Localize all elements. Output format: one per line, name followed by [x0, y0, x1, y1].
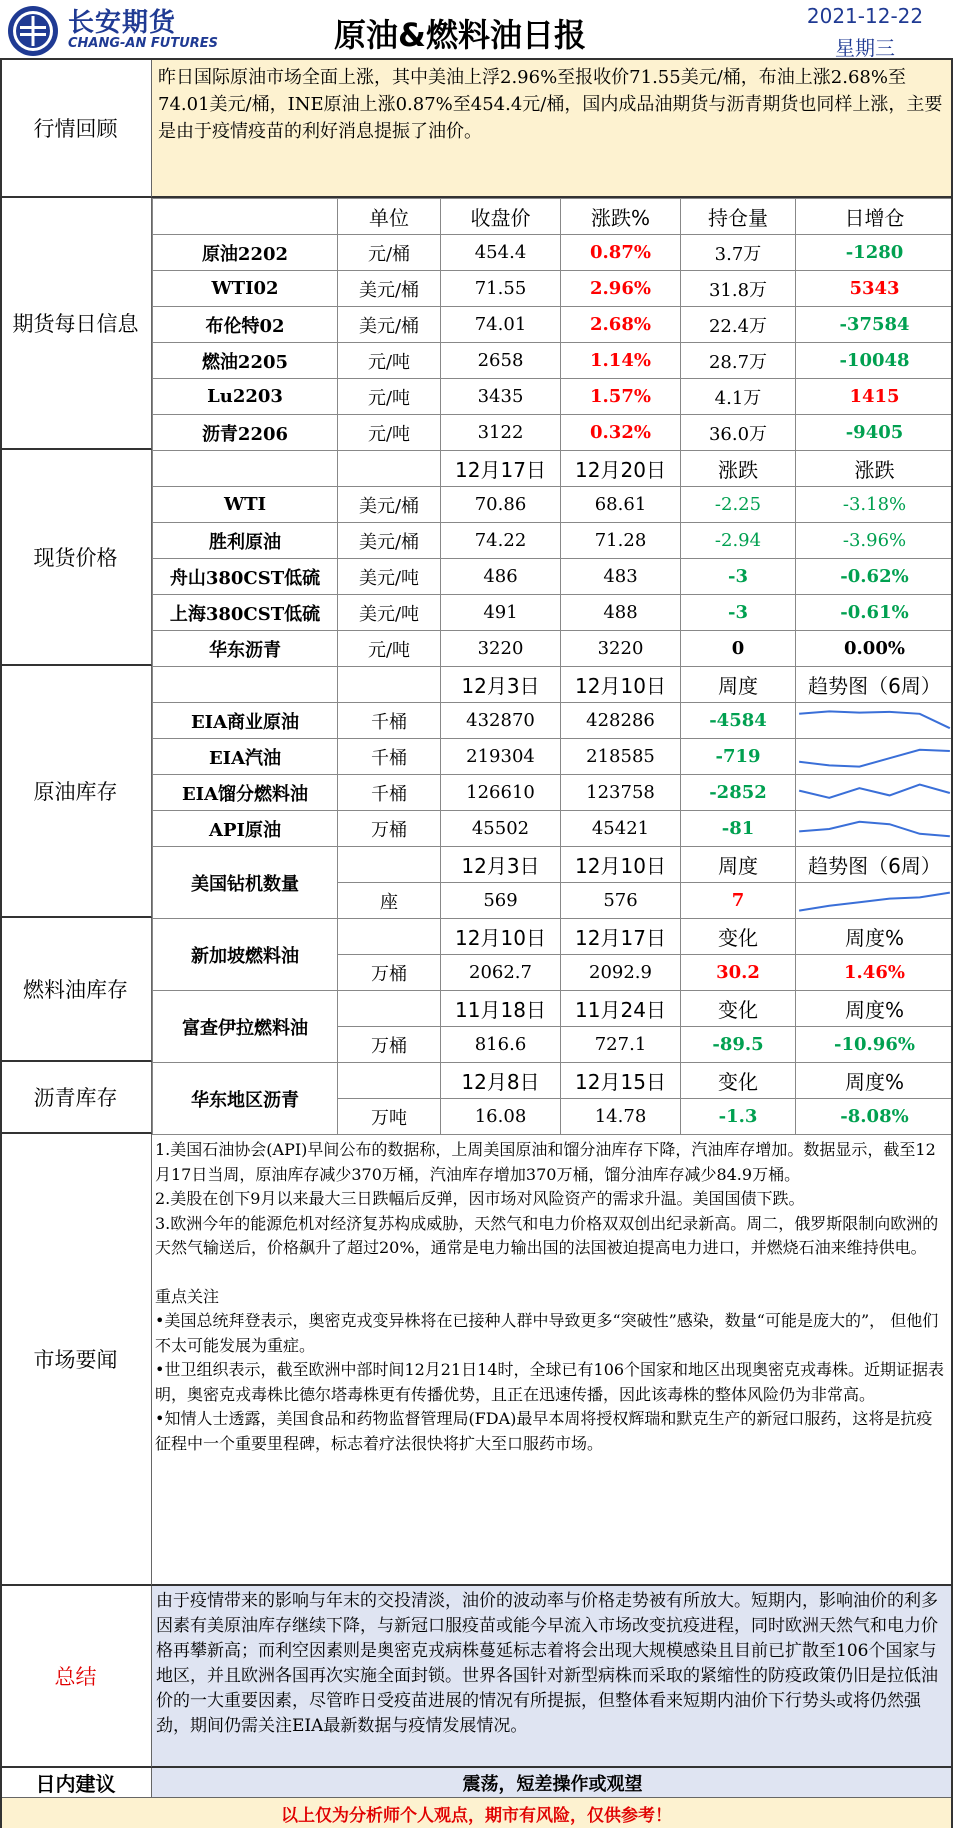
unit: 元/吨 — [338, 343, 441, 379]
change-value: -3 — [681, 595, 796, 631]
crude-header-row — [153, 667, 953, 703]
table-row — [153, 595, 953, 631]
weekly-change: 30.2 — [681, 955, 796, 991]
news-paragraph: •美国总统拜登表示，奥密克戎变异株将在已接种人群中导致更多“突破性”感染，数量“可能是庞大的”， 但他们不太可能发展为重症。 — [155, 1311, 939, 1355]
price-day2: 3220 — [561, 631, 681, 667]
open-interest: 31.8万 — [681, 271, 796, 307]
spot-name: 舟山380CST低硫 — [153, 559, 338, 595]
spot-name: 上海380CST低硫 — [153, 595, 338, 631]
spot-header-cell: 12月20日 — [561, 451, 681, 487]
trend-sparkline — [796, 886, 953, 916]
open-interest: 28.7万 — [681, 343, 796, 379]
value-week2: 45421 — [561, 811, 681, 847]
rig-count-name: 美国钻机数量 — [153, 847, 338, 919]
price-day1: 491 — [441, 595, 561, 631]
change-value: 0 — [681, 631, 796, 667]
crude-header-cell: 12月3日 — [441, 667, 561, 703]
value-week2: 576 — [561, 883, 681, 919]
daily-oi-change: 1415 — [796, 379, 953, 415]
asphalt-header-cell: 12月8日 — [441, 1063, 561, 1099]
unit: 元/吨 — [338, 631, 441, 667]
change-pct: -3.96% — [796, 523, 953, 559]
change-pct: -3.18% — [796, 487, 953, 523]
table-row — [153, 235, 953, 271]
fuel-header-cell: 12月10日 — [441, 919, 561, 955]
unit: 美元/桶 — [338, 523, 441, 559]
price-day1: 70.86 — [441, 487, 561, 523]
unit: 座 — [338, 883, 441, 919]
change-pct: -0.61% — [796, 595, 953, 631]
change-value: -2.25 — [681, 487, 796, 523]
rig-header-cell: 周度 — [681, 847, 796, 883]
change-pct: 2.96% — [561, 271, 681, 307]
table-row — [153, 307, 953, 343]
trend-sparkline-cell — [796, 739, 953, 775]
table-row — [153, 271, 953, 307]
futures-header-cell: 持仓量 — [681, 199, 796, 235]
review-label: 行情回顾 — [0, 60, 152, 198]
weekly-change: -4584 — [681, 703, 796, 739]
news-spacer — [155, 1261, 947, 1285]
inventory-name: EIA汽油 — [153, 739, 338, 775]
news-focus-heading: 重点关注 — [155, 1286, 220, 1306]
price-day2: 488 — [561, 595, 681, 631]
table-row — [153, 775, 953, 811]
weekly-change: 7 — [681, 883, 796, 919]
contract-name: 沥青2206 — [153, 415, 338, 451]
crude-header-cell: 周度 — [681, 667, 796, 703]
weekly-change-pct: 1.46% — [796, 955, 953, 991]
news-paragraph: •知情人士透露，美国食品和药物监督管理局(FDA)最早本周将授权辉瑞和默克生产的新冠口服药，这将是抗疫征程中一个重要里程碑，标志着疗法很快将扩大至口服药市场。 — [155, 1409, 933, 1453]
fuel-inventory-table — [152, 918, 953, 1063]
unit: 万桶 — [338, 955, 441, 991]
value-week2: 428286 — [561, 703, 681, 739]
change-pct: 0.00% — [796, 631, 953, 667]
value-week2: 123758 — [561, 775, 681, 811]
close-price: 454.4 — [441, 235, 561, 271]
futures-header-cell: 日增仓 — [796, 199, 953, 235]
spot-name: WTI — [153, 487, 338, 523]
fuel-header-cell: 周度% — [796, 991, 953, 1027]
table-row — [153, 631, 953, 667]
contract-name: 燃油2205 — [153, 343, 338, 379]
report-title: 原油&燃料油日报 — [334, 16, 586, 54]
daily-oi-change: 5343 — [796, 271, 953, 307]
unit: 元/吨 — [338, 379, 441, 415]
value-week1: 45502 — [441, 811, 561, 847]
change-value: -2.94 — [681, 523, 796, 559]
change-pct: 0.87% — [561, 235, 681, 271]
trend-sparkline — [796, 742, 953, 772]
inventory-name: EIA馏分燃料油 — [153, 775, 338, 811]
daily-oi-change: -37584 — [796, 307, 953, 343]
crude-inventory-label: 原油库存 — [0, 666, 152, 918]
contract-name: Lu2203 — [153, 379, 338, 415]
spot-header-cell — [338, 451, 441, 487]
unit: 元/桶 — [338, 235, 441, 271]
value-week2: 218585 — [561, 739, 681, 775]
fuel-header-cell: 11月24日 — [561, 991, 681, 1027]
news-content — [152, 1134, 953, 1586]
asphalt-inventory-label: 沥青库存 — [0, 1062, 152, 1134]
value-week1: 816.6 — [441, 1027, 561, 1063]
empty-cell — [338, 991, 441, 1027]
trend-sparkline-cell — [796, 703, 953, 739]
left-border — [0, 60, 2, 1828]
trend-line — [799, 821, 950, 835]
changan-logo-icon — [6, 4, 60, 58]
daily-oi-change: -10048 — [796, 343, 953, 379]
futures-header-cell: 收盘价 — [441, 199, 561, 235]
crude-header-cell: 12月10日 — [561, 667, 681, 703]
asphalt-header-cell: 周度% — [796, 1063, 953, 1099]
unit: 千桶 — [338, 775, 441, 811]
fuel-header-cell: 周度% — [796, 919, 953, 955]
change-pct: 1.57% — [561, 379, 681, 415]
spot-label: 现货价格 — [0, 450, 152, 666]
trend-sparkline-cell — [796, 775, 953, 811]
unit: 元/吨 — [338, 415, 441, 451]
advice-label: 日内建议 — [0, 1768, 152, 1798]
trend-sparkline-cell — [796, 883, 953, 919]
news-paragraph: 2.美股在创下9月以来最大三日跌幅后反弹，因市场对风险资产的需求升温。美国国债下跌。 — [155, 1189, 805, 1208]
change-pct: -0.62% — [796, 559, 953, 595]
fuel-header-cell: 变化 — [681, 919, 796, 955]
news-paragraph: 1.美国石油协会(API)早间公布的数据称，上周美国原油和馏分油库存下降，汽油库存增加。数据显示，截至12月17日当周，原油库存减少370万桶，汽油库存增加370万桶，馏分油库存减少84.9万桶。 — [155, 1140, 936, 1184]
weekly-change: -89.5 — [681, 1027, 796, 1063]
trend-sparkline — [796, 814, 953, 844]
rig-header-cell: 12月3日 — [441, 847, 561, 883]
unit: 千桶 — [338, 703, 441, 739]
value-week1: 126610 — [441, 775, 561, 811]
unit: 万吨 — [338, 1099, 441, 1135]
table-row — [153, 379, 953, 415]
open-interest: 36.0万 — [681, 415, 796, 451]
review-text: 昨日国际原油市场全面上涨，其中美油上浮2.96%至报收价71.55美元/桶，布油上涨2.68%至74.01美元/桶，INE原油上涨0.87%至454.4元/桶，国内成品油期货与沥青期货也同样上涨，主要是由于疫情疫苗的利好消息提振了油价。 — [152, 60, 953, 198]
weekly-change-pct: -10.96% — [796, 1027, 953, 1063]
change-pct: 2.68% — [561, 307, 681, 343]
contract-name: 原油2202 — [153, 235, 338, 271]
empty-cell — [338, 919, 441, 955]
advice-text: 震荡，短差操作或观望 — [152, 1768, 953, 1798]
empty-cell — [338, 1063, 441, 1099]
value-week2: 727.1 — [561, 1027, 681, 1063]
price-day1: 486 — [441, 559, 561, 595]
fujairah-header-row — [153, 991, 953, 1027]
change-pct: 1.14% — [561, 343, 681, 379]
unit: 千桶 — [338, 739, 441, 775]
crude-header-cell — [338, 667, 441, 703]
futures-label: 期货每日信息 — [0, 198, 152, 450]
spot-name: 华东沥青 — [153, 631, 338, 667]
disclaimer: 以上仅为分析师个人观点，期市有风险，仅供参考！ — [0, 1798, 953, 1828]
value-week1: 432870 — [441, 703, 561, 739]
value-week1: 219304 — [441, 739, 561, 775]
futures-header-cell: 涨跌% — [561, 199, 681, 235]
table-row — [153, 343, 953, 379]
report-date: 2021-12-22 — [806, 4, 924, 28]
trend-sparkline — [796, 706, 953, 736]
spot-table — [152, 450, 953, 667]
table-row — [153, 703, 953, 739]
contract-name: WTI02 — [153, 271, 338, 307]
close-price: 3122 — [441, 415, 561, 451]
value-week2: 14.78 — [561, 1099, 681, 1135]
inventory-name: API原油 — [153, 811, 338, 847]
trend-sparkline — [796, 778, 953, 808]
weekly-change-pct: -8.08% — [796, 1099, 953, 1135]
rig-header-cell: 趋势图（6周） — [796, 847, 953, 883]
price-day1: 3220 — [441, 631, 561, 667]
rig-header-cell: 12月10日 — [561, 847, 681, 883]
unit: 美元/桶 — [338, 271, 441, 307]
table-row — [153, 739, 953, 775]
news-label: 市场要闻 — [0, 1134, 152, 1586]
futures-header-cell — [153, 199, 338, 235]
futures-table — [152, 198, 953, 451]
fuel-header-cell: 12月17日 — [561, 919, 681, 955]
change-pct: 0.32% — [561, 415, 681, 451]
summary-label: 总结 — [0, 1586, 152, 1768]
trend-line — [799, 892, 950, 910]
summary-text: 由于疫情带来的影响与年末的交投清淡，油价的波动率与价格走势被有所放大。短期内，影响油价的利多因素有美原油库存继续下降，与新冠口服疫苗或能今早流入市场改变抗疫进程，同时欧洲天然气和电力价格再攀新高；而利空因素则是奥密克戎病株蔓延标志着将会出现大规模感染且目前已扩散至106个国家与地区，并且欧洲各国再次实施全面封锁。世界各国针对新型病株而采取的紧缩性的防疫政策仍旧是拉低油价的一大重要因素，尽管昨日受疫苗进展的情况有所提振，但整体看来短期内油价下行势头或将仍然强劲，期间仍需关注EIA最新数据与疫情发展情况。 — [152, 1586, 953, 1768]
singapore-header-row — [153, 919, 953, 955]
asphalt-header-cell: 变化 — [681, 1063, 796, 1099]
crude-header-cell — [153, 667, 338, 703]
trend-sparkline-cell — [796, 811, 953, 847]
close-price: 2658 — [441, 343, 561, 379]
spot-header-cell — [153, 451, 338, 487]
daily-oi-change: -9405 — [796, 415, 953, 451]
value-week1: 16.08 — [441, 1099, 561, 1135]
table-row — [153, 523, 953, 559]
crude-inventory-table — [152, 666, 953, 919]
report-weekday: 星期三 — [835, 36, 895, 60]
unit: 美元/桶 — [338, 307, 441, 343]
asphalt-name: 华东地区沥青 — [153, 1063, 338, 1135]
crude-header-cell: 趋势图（6周） — [796, 667, 953, 703]
fuel-inventory-label: 燃料油库存 — [0, 918, 152, 1062]
open-interest: 3.7万 — [681, 235, 796, 271]
open-interest: 22.4万 — [681, 307, 796, 343]
weekly-change: -81 — [681, 811, 796, 847]
unit: 美元/吨 — [338, 595, 441, 631]
table-row — [153, 559, 953, 595]
value-week1: 569 — [441, 883, 561, 919]
change-value: -3 — [681, 559, 796, 595]
inventory-name: EIA商业原油 — [153, 703, 338, 739]
close-price: 74.01 — [441, 307, 561, 343]
spot-name: 胜利原油 — [153, 523, 338, 559]
spot-header-row — [153, 451, 953, 487]
unit: 万桶 — [338, 811, 441, 847]
asphalt-inventory-table — [152, 1062, 953, 1135]
weekly-change: -1.3 — [681, 1099, 796, 1135]
trend-line — [799, 711, 950, 728]
news-paragraph: •世卫组织表示，截至欧洲中部时间12月21日14时，全球已有106个国家和地区出现奥密克戎毒株。近期证据表明，奥密克戎毒株比德尔塔毒株更有传播优势，且正在迅速传播，因此该毒株的整体风险仍为非常高。 — [155, 1360, 945, 1404]
rig-header-cell — [338, 847, 441, 883]
futures-header-cell: 单位 — [338, 199, 441, 235]
price-day2: 68.61 — [561, 487, 681, 523]
spot-header-cell: 涨跌 — [796, 451, 953, 487]
fujairah-fuel-name: 富查伊拉燃料油 — [153, 991, 338, 1063]
price-day2: 483 — [561, 559, 681, 595]
futures-header-row — [153, 199, 953, 235]
fuel-header-cell: 11月18日 — [441, 991, 561, 1027]
table-row — [153, 487, 953, 523]
fuel-header-cell: 变化 — [681, 991, 796, 1027]
unit: 万桶 — [338, 1027, 441, 1063]
unit: 美元/桶 — [338, 487, 441, 523]
news-paragraph: 3.欧洲今年的能源危机对经济复苏构成威胁，天然气和电力价格双双创出纪录新高。周二，俄罗斯限制向欧洲的天然气输送后，价格飙升了超过20%，通常是电力输出国的法国被迫提高电力进口，并燃烧石油来维持供电。 — [155, 1213, 939, 1257]
weekly-change: -2852 — [681, 775, 796, 811]
close-price: 71.55 — [441, 271, 561, 307]
open-interest: 4.1万 — [681, 379, 796, 415]
value-week2: 2092.9 — [561, 955, 681, 991]
contract-name: 布伦特02 — [153, 307, 338, 343]
company-name-cn: 长安期货 — [68, 8, 177, 38]
asphalt-header-row — [153, 1063, 953, 1099]
weekly-change: -719 — [681, 739, 796, 775]
value-week1: 2062.7 — [441, 955, 561, 991]
company-name-en: CHANG-AN FUTURES — [68, 36, 219, 51]
table-row — [153, 415, 953, 451]
price-day1: 74.22 — [441, 523, 561, 559]
asphalt-header-cell: 12月15日 — [561, 1063, 681, 1099]
close-price: 3435 — [441, 379, 561, 415]
spot-header-cell: 涨跌 — [681, 451, 796, 487]
daily-oi-change: -1280 — [796, 235, 953, 271]
price-day2: 71.28 — [561, 523, 681, 559]
singapore-fuel-name: 新加坡燃料油 — [153, 919, 338, 991]
table-row — [153, 811, 953, 847]
trend-line — [799, 749, 950, 766]
rig-header-row — [153, 847, 953, 883]
trend-line — [799, 784, 950, 797]
report-header — [0, 0, 953, 60]
unit: 美元/吨 — [338, 559, 441, 595]
spot-header-cell: 12月17日 — [441, 451, 561, 487]
